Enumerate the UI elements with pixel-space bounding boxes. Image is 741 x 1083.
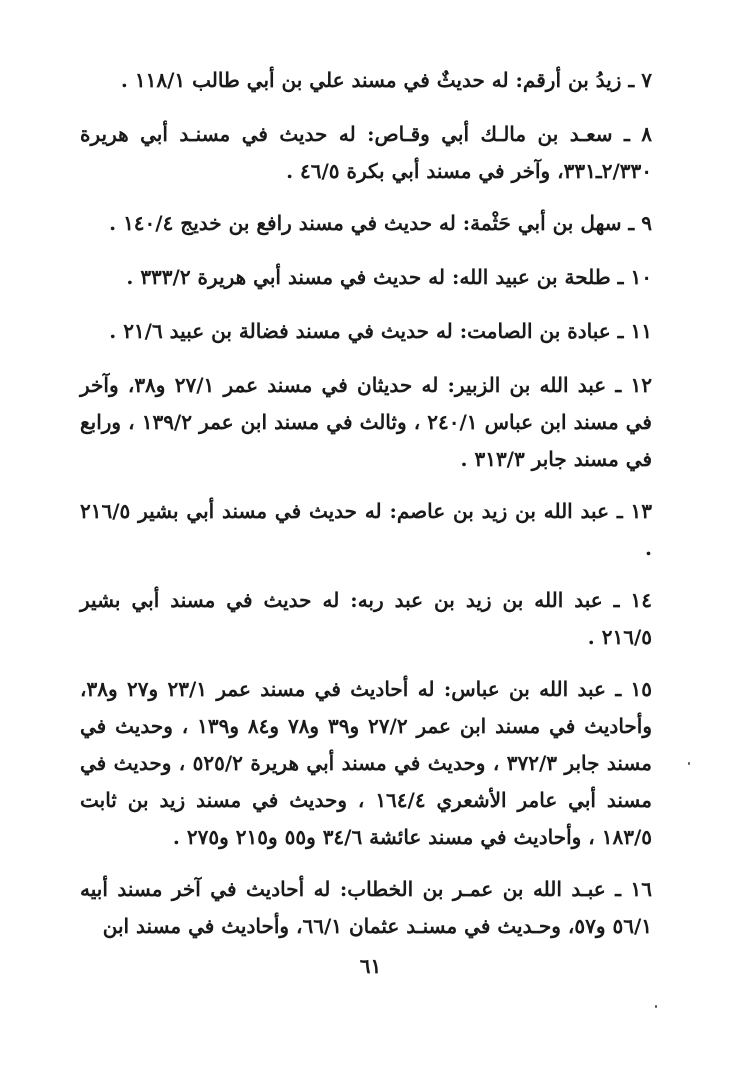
- entry-13: ١٣ ـ عبد الله بن زيد بن عاصم: له حديث في مسند أبي بشير ٢١٦/٥ .: [80, 499, 652, 560]
- entry-15: ١٥ ـ عبد الله بن عباس: له أحاديث في مسند عمر ٢٣/١ و٢٧ و٣٨، وأحاديث في مسند ابن عمر ٢٧/٢ و٣٩ و٧٨ و٨٤ و١٣٩ ، وحديث في مسند جابر ٣٧٢/٣ ، وحديث في مسند أبي هريرة ٥٢٥/٢ ، وحديث في مسند أبي عامر الأشعري ١٦٤/٤ ، وحديث في مسند زيد بن ثابت ١٨٣/٥ ، وأحاديث في مسند عائشة ٣٤/٦ و٥٥ و٢١٥ و٢٧٥ .: [80, 677, 653, 849]
- scan-speck: [655, 1005, 657, 1008]
- entry-16: ١٦ ـ عبـد الله بن عمـر بن الخطاب: له أحاديث في آخر مسند أبيه ٥٦/١ و٥٧، وحـديث في مسنـد عثمان ٦٦/١، وأحاديث في مسند ابن: [80, 877, 652, 938]
- entry-8: ٨ ـ سعـد بن مالـك أبي وقـاص: له حديث في مسنـد أبي هريرة ٢/٣٣٠ـ٣٣١، وآخر في مسند أبي بكرة ٤٦/٥ .: [80, 122, 652, 183]
- entry-12: ١٢ ـ عبد الله بن الزبير: له حديثان في مسند عمر ٢٧/١ و٣٨، وآخر في مسند ابن عباس ٢٤٠/١ ، وثالث في مسند ابن عمر ١٣٩/٢ ، ورابع في مسند جابر ٣١٣/٣ .: [80, 373, 653, 471]
- page-number: ٦١: [359, 954, 382, 978]
- entry-11: ١١ ـ عبادة بن الصامت: له حديث في مسند فضالة بن عبيد ٢١/٦ .: [109, 319, 652, 343]
- entry-9: ٩ ـ سهل بن أبي حَثْمة: له حديث في مسند رافع بن خديج ١٤٠/٤ .: [109, 211, 652, 235]
- scan-speck: [688, 762, 690, 765]
- entry-10: ١٠ ـ طلحة بن عبيد الله: له حديث في مسند أبي هريرة ٣٣٣/٢ .: [126, 265, 652, 289]
- entry-14: ١٤ ـ عبد الله بن زيد بن عبد ربه: له حديث في مسند أبي بشير ٢١٦/٥ .: [80, 588, 652, 649]
- entry-7: ٧ ـ زيدُ بن أرقم: له حديثٌ في مسند علي بن أبي طالب ١١٨/١ .: [120, 68, 652, 92]
- page-body: [80, 62, 652, 960]
